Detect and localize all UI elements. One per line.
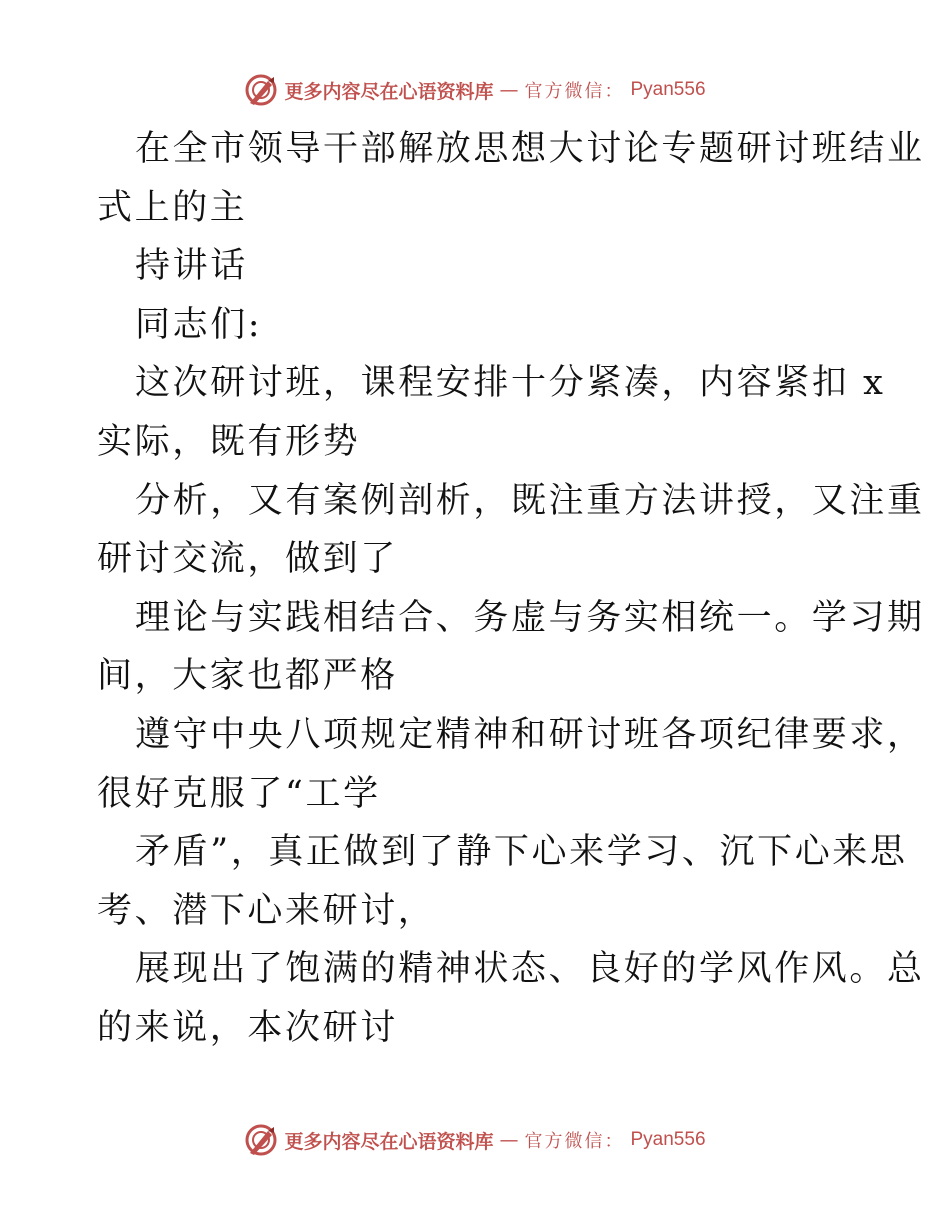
watermark-site-text: 更多内容尽在心语资料库	[284, 80, 494, 103]
footer-watermark	[0, 1120, 950, 1160]
text-line: 考、潜下心来研讨，	[97, 890, 436, 931]
text-line: 同志们:	[135, 304, 263, 345]
text-line: 这次研讨班，课程安排十分紧凑，内容紧扣 x	[135, 363, 886, 404]
watermark-wechat-label: 官方微信：	[524, 1131, 625, 1152]
text-line: 的来说，本次研讨	[97, 1007, 398, 1048]
text-line: 遵守中央八项规定精神和研讨班各项纪律要求，	[135, 714, 925, 755]
text-line: 很好克服了“工学	[97, 773, 381, 814]
text-line: 展现出了饱满的精神状态、良好的学风作风。总	[135, 949, 925, 990]
watermark-dash: —	[499, 79, 519, 101]
text-line: 矛盾”，真正做到了静下心来学习、沉下心来思	[135, 832, 908, 873]
text-line: 实际，既有形势	[97, 421, 361, 462]
watermark-dash: —	[499, 1129, 519, 1151]
header-watermark	[0, 70, 950, 110]
text-line: 研讨交流，做到了	[97, 539, 398, 580]
text-line: 理论与实践相结合、务虚与务实相统一。学习期	[135, 597, 925, 638]
watermark-wechat-id: Pyan556	[630, 1129, 706, 1150]
text-line: 分析，又有案例剖析，既注重方法讲授，又注重	[135, 480, 925, 521]
text-line: 式上的主	[97, 187, 248, 228]
watermark-wechat-label: 官方微信：	[524, 81, 625, 102]
text-line: 在全市领导干部解放思想大讨论专题研讨班结业	[135, 129, 925, 169]
document-body	[97, 120, 925, 1058]
watermark-wechat-id: Pyan556	[630, 79, 706, 100]
pen-logo-icon	[244, 1123, 278, 1157]
text-line: 间，大家也都严格	[97, 656, 398, 697]
text-line: 持讲话	[135, 246, 248, 287]
pen-logo-icon	[244, 73, 278, 107]
watermark-site-text: 更多内容尽在心语资料库	[284, 1130, 494, 1153]
